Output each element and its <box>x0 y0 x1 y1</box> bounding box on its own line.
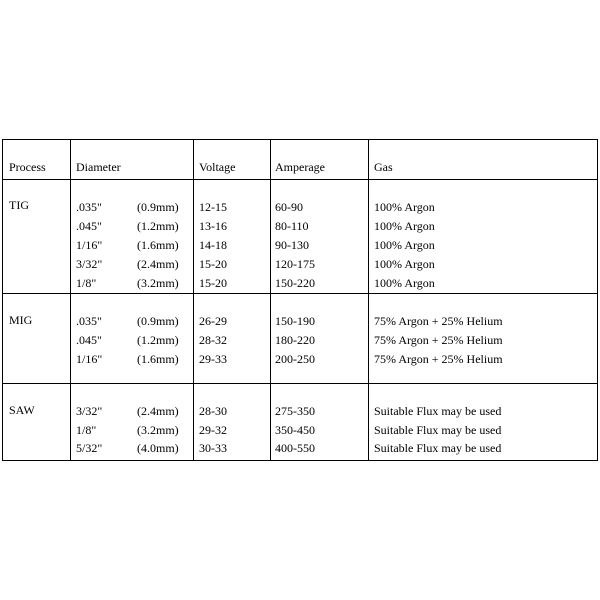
diameter-mm: (0.9mm) <box>137 200 179 214</box>
voltage-value: 12-15 <box>199 200 227 214</box>
gas-value: 75% Argon + 25% Helium <box>374 314 503 328</box>
voltage-value: 13-16 <box>199 219 227 233</box>
diameter-inch: 1/8" <box>76 423 97 437</box>
amperage-value: 150-190 <box>275 314 315 328</box>
diameter-inch: .045" <box>76 333 102 347</box>
column-divider <box>270 140 271 460</box>
diameter-mm: (3.2mm) <box>137 423 179 437</box>
row-divider <box>3 179 597 180</box>
gas-value: 100% Argon <box>374 257 435 271</box>
gas-value: Suitable Flux may be used <box>374 404 502 418</box>
gas-value: 75% Argon + 25% Helium <box>374 352 503 366</box>
diameter-inch: 1/8" <box>76 276 97 290</box>
header-amperage: Amperage <box>275 160 325 174</box>
process-label-tig: TIG <box>9 198 29 212</box>
header-gas: Gas <box>374 160 393 174</box>
gas-value: Suitable Flux may be used <box>374 423 502 437</box>
column-divider <box>70 140 71 460</box>
process-label-mig: MIG <box>9 313 33 327</box>
diameter-inch: 1/16" <box>76 238 103 252</box>
process-label-saw: SAW <box>9 403 35 417</box>
amperage-value: 150-220 <box>275 276 315 290</box>
column-divider <box>193 140 194 460</box>
diameter-mm: (3.2mm) <box>137 276 179 290</box>
diameter-mm: (1.2mm) <box>137 333 179 347</box>
amperage-value: 80-110 <box>275 219 309 233</box>
voltage-value: 15-20 <box>199 276 227 290</box>
amperage-value: 60-90 <box>275 200 303 214</box>
header-voltage: Voltage <box>199 160 236 174</box>
voltage-value: 29-33 <box>199 352 227 366</box>
row-divider <box>3 383 597 384</box>
gas-value: 100% Argon <box>374 238 435 252</box>
diameter-mm: (2.4mm) <box>137 257 179 271</box>
diameter-inch: 5/32" <box>76 441 103 455</box>
diameter-inch: .035" <box>76 200 102 214</box>
voltage-value: 28-32 <box>199 333 227 347</box>
diameter-inch: .045" <box>76 219 102 233</box>
voltage-value: 28-30 <box>199 404 227 418</box>
row-divider <box>3 293 597 294</box>
header-process: Process <box>9 160 46 174</box>
amperage-value: 120-175 <box>275 257 315 271</box>
header-diameter: Diameter <box>76 160 121 174</box>
diameter-inch: 3/32" <box>76 257 103 271</box>
diameter-mm: (1.6mm) <box>137 238 179 252</box>
gas-value: 100% Argon <box>374 219 435 233</box>
welding-parameters-table <box>2 139 598 461</box>
diameter-mm: (1.2mm) <box>137 219 179 233</box>
amperage-value: 350-450 <box>275 423 315 437</box>
voltage-value: 15-20 <box>199 257 227 271</box>
amperage-value: 90-130 <box>275 238 309 252</box>
gas-value: 100% Argon <box>374 200 435 214</box>
diameter-mm: (0.9mm) <box>137 314 179 328</box>
column-divider <box>368 140 369 460</box>
amperage-value: 400-550 <box>275 441 315 455</box>
voltage-value: 26-29 <box>199 314 227 328</box>
amperage-value: 275-350 <box>275 404 315 418</box>
diameter-inch: 3/32" <box>76 404 103 418</box>
gas-value: 75% Argon + 25% Helium <box>374 333 503 347</box>
diameter-mm: (1.6mm) <box>137 352 179 366</box>
diameter-mm: (4.0mm) <box>137 441 179 455</box>
gas-value: Suitable Flux may be used <box>374 441 502 455</box>
diameter-inch: 1/16" <box>76 352 103 366</box>
diameter-inch: .035" <box>76 314 102 328</box>
amperage-value: 200-250 <box>275 352 315 366</box>
voltage-value: 29-32 <box>199 423 227 437</box>
voltage-value: 30-33 <box>199 441 227 455</box>
voltage-value: 14-18 <box>199 238 227 252</box>
amperage-value: 180-220 <box>275 333 315 347</box>
gas-value: 100% Argon <box>374 276 435 290</box>
diameter-mm: (2.4mm) <box>137 404 179 418</box>
